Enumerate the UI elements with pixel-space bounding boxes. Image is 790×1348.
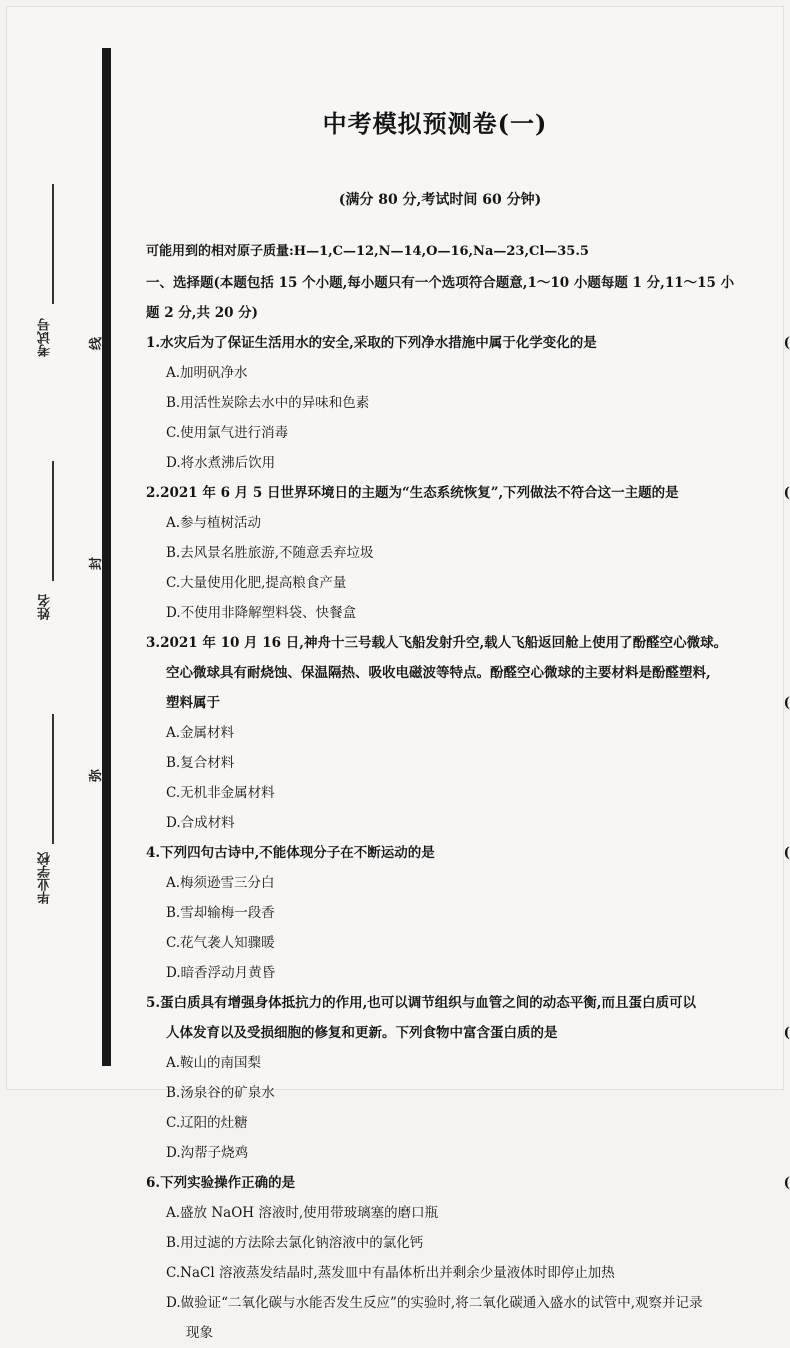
school-label: 毕业学校: [38, 852, 53, 904]
option-c: C.花气袭人知骤暖: [166, 935, 275, 951]
cut-line-mark-seal2: 弥: [89, 768, 105, 783]
exam-page: [6, 6, 790, 1341]
page-title: 中考模拟预测卷(一): [322, 109, 548, 138]
question-3-cont2: [146, 688, 790, 718]
name-label: 姓名: [38, 594, 53, 620]
cut-line-mark-line: 线: [89, 336, 105, 351]
option-c: C.NaCl 溶液蒸发结晶时,蒸发皿中有晶体析出并剩余少量液体时即停止加热: [166, 1265, 615, 1281]
section-heading-line2: 题 2 分,共 20 分): [146, 305, 259, 321]
atomic-masses: 可能用到的相对原子质量:H—1,C—12,N—14,O—16,Na—23,Cl—35.5: [146, 244, 589, 259]
option-c: C.使用氯气进行消毒: [166, 425, 289, 441]
question-1: [146, 328, 790, 358]
option-b: B.用活性炭除去水中的异味和色素: [166, 395, 370, 411]
question-5-cont: [146, 1018, 790, 1048]
answer-paren: (: [783, 845, 790, 861]
answer-paren: (: [783, 695, 790, 711]
option-b: B.去风景名胜旅游,不随意丢弃垃圾: [166, 545, 374, 561]
question-4: [146, 838, 790, 868]
question-stem: 5.蛋白质具有增强身体抵抗力的作用,也可以调节组织与血管之间的动态平衡,而且蛋白质可以: [146, 995, 696, 1011]
option-d: D.做验证“二氧化碳与水能否发生反应”的实验时,将二氧化碳通入盛水的试管中,观察并记录: [166, 1295, 703, 1311]
options-2: [146, 508, 786, 628]
exam-info: (满分 80 分,考试时间 60 分钟): [338, 192, 542, 208]
name-line: [52, 461, 54, 581]
exam-no-label: 考试号: [38, 318, 53, 357]
option-d-cont: 现象: [186, 1325, 213, 1341]
question-6: [146, 1168, 790, 1198]
question-5: [146, 988, 786, 1018]
question-stem: 2.2021 年 6 月 5 日世界环境日的主题为“生态系统恢复”,下列做法不符合这一主题的是: [146, 485, 679, 501]
answer-paren: (: [783, 1025, 790, 1041]
answer-paren: (: [783, 485, 790, 501]
section-heading-line1: 一、选择题(本题包括 15 个小题,每小题只有一个选项符合题意,1～10 小题每题 1 分,11～15 小: [146, 275, 735, 291]
question-2: [146, 478, 790, 508]
question-stem-line2: 空心微球具有耐烧蚀、保温隔热、吸收电磁波等特点。酚醛空心微球的主要材料是酚醛塑料,: [166, 665, 711, 681]
answer-paren: (: [783, 335, 790, 351]
question-3-cont: [146, 658, 786, 688]
question-stem: 1.水灾后为了保证生活用水的安全,采取的下列净水措施中属于化学变化的是: [146, 335, 597, 351]
cut-line-mark-seal: 封: [89, 556, 105, 571]
options-1: [146, 358, 786, 478]
option-d: D.将水煮沸后饮用: [166, 455, 276, 471]
option-a: A.参与植树活动: [166, 515, 262, 531]
options-5: [146, 1048, 786, 1168]
option-b: B.用过滤的方法除去氯化钠溶液中的氯化钙: [166, 1235, 424, 1251]
option-d: D.沟帮子烧鸡: [166, 1145, 249, 1161]
question-list: [146, 268, 790, 1348]
option-c: C.无机非金属材料: [166, 785, 275, 801]
option-d: D.合成材料: [166, 815, 235, 831]
option-b: B.汤泉谷的矿泉水: [166, 1085, 275, 1101]
question-stem: 6.下列实验操作正确的是: [146, 1175, 296, 1191]
option-a: A.盛放 NaOH 溶液时,使用带玻璃塞的磨口瓶: [166, 1205, 439, 1221]
options-4: [146, 868, 786, 988]
question-stem-line2: 人体发育以及受损细胞的修复和更新。下列食物中富含蛋白质的是: [166, 1025, 558, 1041]
option-b: B.复合材料: [166, 755, 235, 771]
option-d: D.暗香浮动月黄昏: [166, 965, 276, 981]
school-line: [52, 714, 54, 844]
question-3: [146, 628, 786, 658]
option-a: A.金属材料: [166, 725, 235, 741]
question-stem: 4.下列四句古诗中,不能体现分子在不断运动的是: [146, 845, 435, 861]
option-c: C.大量使用化肥,提高粮食产量: [166, 575, 347, 591]
option-a: A.梅须逊雪三分白: [166, 875, 275, 891]
question-stem-line3: 塑料属于: [166, 695, 220, 711]
options-6: [146, 1198, 786, 1348]
option-b: B.雪却输梅一段香: [166, 905, 275, 921]
options-3: [146, 718, 786, 838]
option-a: A.加明矾净水: [166, 365, 248, 381]
answer-paren: (: [783, 1175, 790, 1191]
option-d: D.不使用非降解塑料袋、快餐盒: [166, 605, 357, 621]
option-c: C.辽阳的灶糖: [166, 1115, 248, 1131]
option-a: A.鞍山的南国梨: [166, 1055, 262, 1071]
question-stem: 3.2021 年 10 月 16 日,神舟十三号载人飞船发射升空,载人飞船返回舱上使用了酚醛空心微球。: [146, 635, 728, 651]
